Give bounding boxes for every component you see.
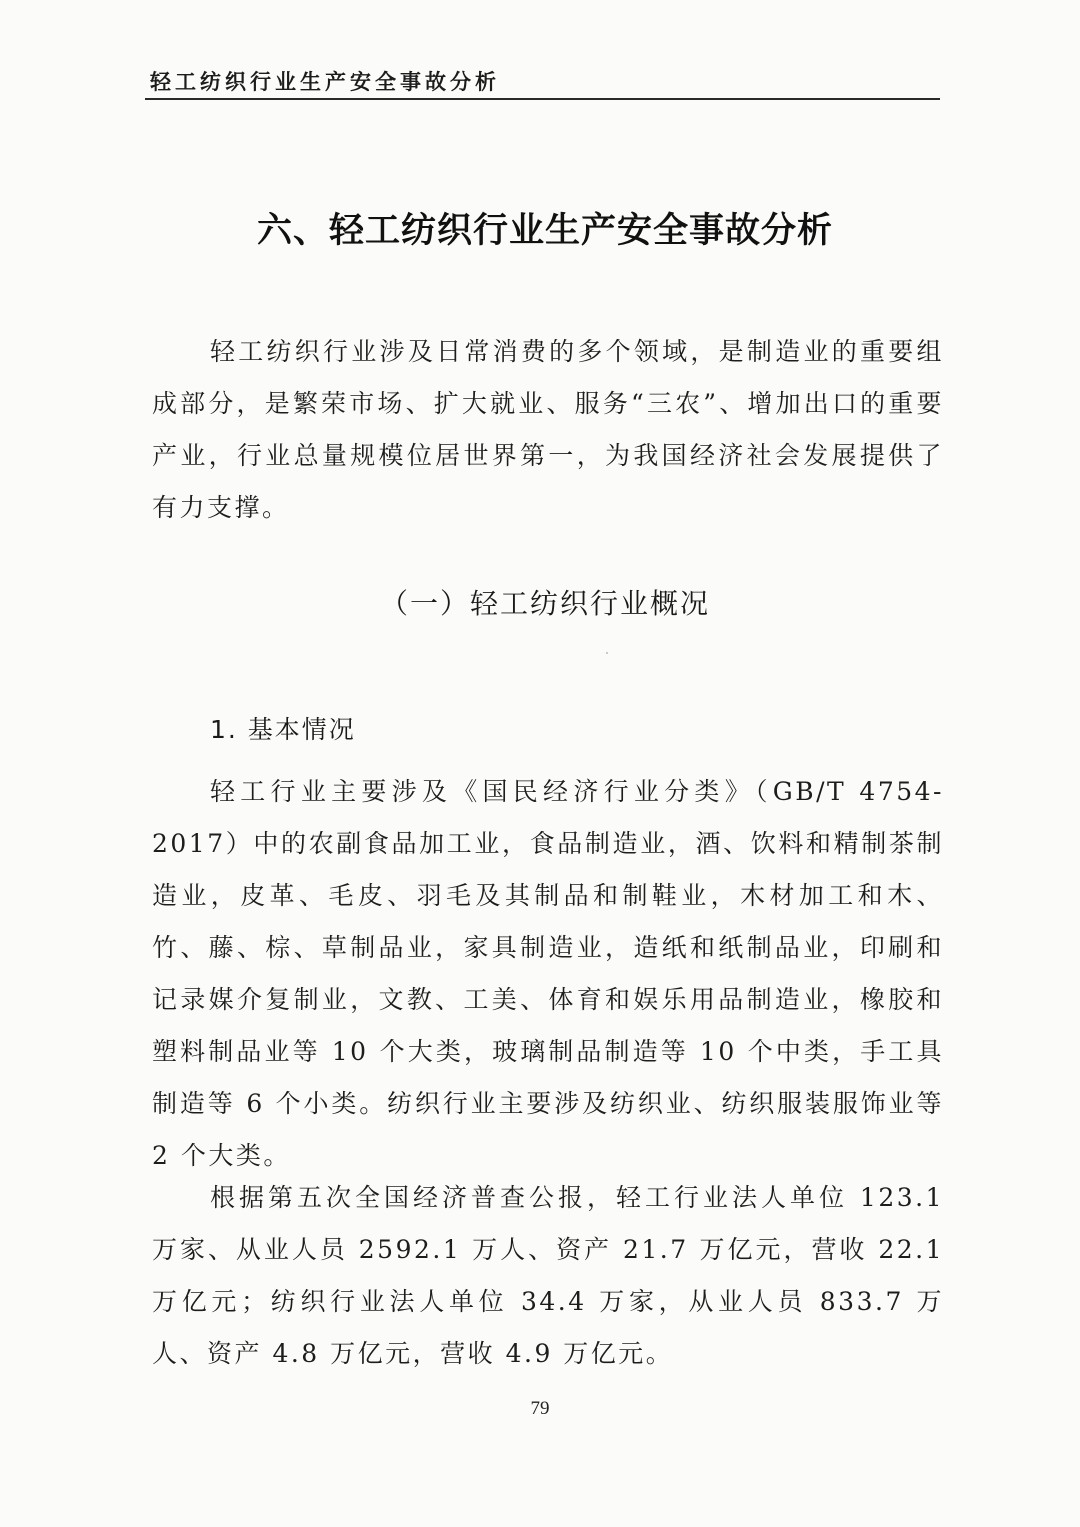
chapter-title: 六、轻工纺织行业生产安全事故分析 bbox=[256, 211, 833, 251]
running-header: 轻工纺织行业生产安全事故分析 bbox=[150, 70, 500, 94]
basic-situation-paragraph: 轻工行业主要涉及《国民经济行业分类》（GB/T 4754-2017）中的农副食品加工业，食品制造业，酒、饮料和精制茶制造业，皮革、毛皮、羽毛及其制品和制鞋业，木材加工和木、竹、藤、棕、草制品业，家具制造业，造纸和纸制品业，印刷和记录媒介复制业，文教、工美、体育和娱乐用品制造业，橡胶和塑料制品业等 10 个大类，玻璃制品制造等 10 个中类，手工具制造等 6 个小类。纺织行业主要涉及纺织业、纺织服装服饰业等 2 个大类。 bbox=[152, 777, 944, 1170]
scan-speck bbox=[606, 652, 608, 654]
census-paragraph: 根据第五次全国经济普查公报，轻工行业法人单位 123.1 万家、从业人员 2592.1 万人、资产 21.7 万亿元，营收 22.1 万亿元；纺织行业法人单位 34.4 万家，从业人员 833.7 万人、资产 4.8 万亿元，营收 4.9 万亿元。 bbox=[152, 1183, 944, 1368]
subsection-title: 1. 基本情况 bbox=[210, 715, 356, 744]
page-number: 79 bbox=[530, 1398, 550, 1419]
section-title: （一）轻工纺织行业概况 bbox=[379, 587, 710, 620]
intro-paragraph: 轻工纺织行业涉及日常消费的多个领域，是制造业的重要组成部分，是繁荣市场、扩大就业、服务“三农”、增加出口的重要产业，行业总量规模位居世界第一，为我国经济社会发展提供了有力支撑。 bbox=[152, 337, 944, 522]
header-rule bbox=[145, 98, 940, 100]
